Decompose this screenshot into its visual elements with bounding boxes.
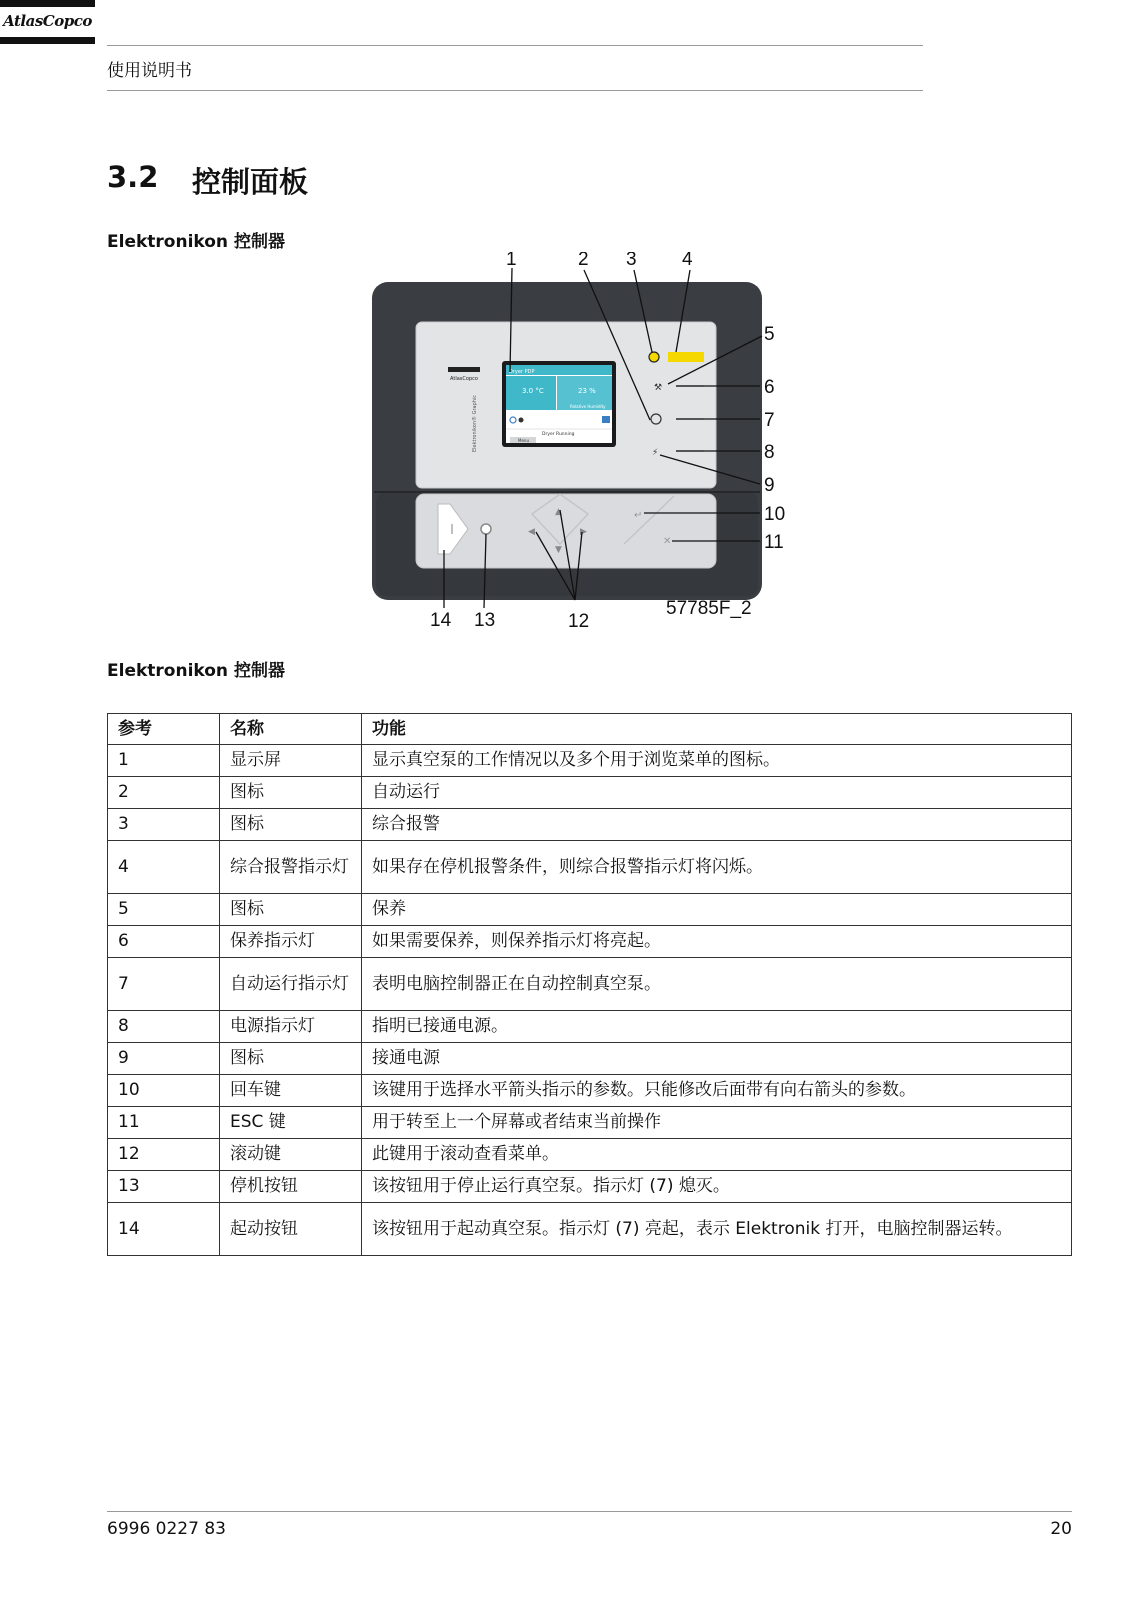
cell-ref: 13 <box>108 1171 220 1203</box>
logo-bar-bottom <box>0 37 95 44</box>
footer-page-number: 20 <box>1050 1519 1072 1539</box>
cell-ref: 12 <box>108 1139 220 1171</box>
footer-rule <box>107 1511 1072 1512</box>
callout-13: 13 <box>474 610 496 631</box>
cell-name: 停机按钮 <box>220 1171 362 1203</box>
cell-name: 电源指示灯 <box>220 1011 362 1043</box>
figure-caption-bottom: Elektronikon 控制器 <box>107 661 285 681</box>
table-row <box>108 777 1072 809</box>
header-title: 使用说明书 <box>107 61 192 81</box>
screen-gear-icon <box>519 418 524 423</box>
cell-ref: 6 <box>108 926 220 958</box>
cell-function: 显示真空泵的工作情况以及多个用于浏览菜单的图标。 <box>362 745 1072 777</box>
header-function: 功能 <box>362 714 1072 745</box>
panel-logo-bar <box>448 367 480 372</box>
cell-ref: 4 <box>108 841 220 894</box>
scroll-right-key[interactable]: ▶ <box>580 527 587 537</box>
callout-6: 6 <box>764 377 775 398</box>
cell-function: 综合报警 <box>362 809 1072 841</box>
table-row <box>108 841 1072 894</box>
cell-name: ESC 键 <box>220 1107 362 1139</box>
callout-4: 4 <box>682 252 693 270</box>
cell-name: 滚动键 <box>220 1139 362 1171</box>
callout-5: 5 <box>764 324 775 345</box>
cell-ref: 14 <box>108 1203 220 1256</box>
table-header-row <box>108 714 1072 745</box>
scroll-down-key[interactable]: ▼ <box>555 545 562 555</box>
callout-14: 14 <box>430 610 452 631</box>
footer-doc-number: 6996 0227 83 <box>107 1519 226 1539</box>
cell-ref: 11 <box>108 1107 220 1139</box>
screen-header: Dryer PDP <box>509 369 535 375</box>
service-wrench-icon: ⚒ <box>654 383 663 393</box>
callout-10: 10 <box>764 504 786 525</box>
header-rule-top <box>107 45 923 46</box>
general-alarm-icon <box>649 352 659 362</box>
callout-9: 9 <box>764 475 775 496</box>
callout-11: 11 <box>764 532 784 553</box>
cell-function: 表明电脑控制器正在自动控制真空泵。 <box>362 958 1072 1011</box>
screen-value-right: 23 % <box>578 387 596 395</box>
enter-key[interactable]: ↵ <box>634 510 643 521</box>
cell-ref: 10 <box>108 1075 220 1107</box>
atlas-copco-logo <box>0 0 95 46</box>
cell-function: 用于转至上一个屏幕或者结束当前操作 <box>362 1107 1072 1139</box>
power-icon: ⚡ <box>652 448 659 458</box>
cell-name: 图标 <box>220 777 362 809</box>
logo-text: AtlasCopco <box>3 12 92 30</box>
cell-name: 综合报警指示灯 <box>220 841 362 894</box>
scroll-up-key[interactable]: ▲ <box>555 507 562 517</box>
esc-key[interactable]: ✕ <box>663 536 672 547</box>
figure-id: 57785F_2 <box>666 598 752 619</box>
table-row <box>108 926 1072 958</box>
table-body <box>108 745 1072 1256</box>
callout-8: 8 <box>764 442 775 463</box>
callout-7: 7 <box>764 410 775 431</box>
table-row <box>108 809 1072 841</box>
cell-function: 自动运行 <box>362 777 1072 809</box>
table-row <box>108 1011 1072 1043</box>
cell-ref: 8 <box>108 1011 220 1043</box>
panel-vertical-text: Elektronikon® Graphic <box>472 394 478 452</box>
cell-name: 图标 <box>220 1043 362 1075</box>
table-row <box>108 1203 1072 1256</box>
cell-ref: 3 <box>108 809 220 841</box>
cell-name: 图标 <box>220 894 362 926</box>
cell-name: 回车键 <box>220 1075 362 1107</box>
callout-12: 12 <box>568 611 590 632</box>
control-panel-figure <box>372 252 802 644</box>
header-ref: 参考 <box>108 714 220 745</box>
table-row <box>108 1107 1072 1139</box>
cell-function: 该按钮用于停止运行真空泵。指示灯 (7) 熄灭。 <box>362 1171 1072 1203</box>
cell-name: 自动运行指示灯 <box>220 958 362 1011</box>
header-name: 名称 <box>220 714 362 745</box>
table-row <box>108 1075 1072 1107</box>
cell-function: 接通电源 <box>362 1043 1072 1075</box>
cell-name: 保养指示灯 <box>220 926 362 958</box>
cell-ref: 2 <box>108 777 220 809</box>
screen-sub-label: Relative Humidity <box>570 404 606 409</box>
screen-status-icon <box>602 416 610 423</box>
cell-function: 指明已接通电源。 <box>362 1011 1072 1043</box>
callout-1: 1 <box>506 252 517 270</box>
logo-bar-top <box>0 0 95 7</box>
cell-ref: 9 <box>108 1043 220 1075</box>
screen-status: Dryer Running <box>542 432 575 437</box>
cell-name: 起动按钮 <box>220 1203 362 1256</box>
cell-function: 此键用于滚动查看菜单。 <box>362 1139 1072 1171</box>
cell-name: 显示屏 <box>220 745 362 777</box>
cell-function: 该按钮用于起动真空泵。指示灯 (7) 亮起，表示 Elektronik 打开，电脑控制器运转。 <box>362 1203 1072 1256</box>
panel-logo: AtlasCopco <box>450 376 478 382</box>
cell-ref: 1 <box>108 745 220 777</box>
table-row <box>108 1171 1072 1203</box>
section-title: 控制面板 <box>192 165 309 199</box>
table-row <box>108 1139 1072 1171</box>
stop-button[interactable] <box>481 524 491 534</box>
figure-caption-top: Elektronikon 控制器 <box>107 232 285 252</box>
callout-2: 2 <box>578 252 589 270</box>
cell-function: 如果存在停机报警条件，则综合报警指示灯将闪烁。 <box>362 841 1072 894</box>
screen-menu-label: Menu <box>518 438 529 443</box>
screen-value-left: 3.0 °C <box>522 387 544 395</box>
cell-function: 保养 <box>362 894 1072 926</box>
section-number: 3.2 <box>107 160 159 194</box>
table-row <box>108 958 1072 1011</box>
reference-table <box>107 713 1072 1256</box>
header-rule-bottom <box>107 90 923 91</box>
table-row <box>108 745 1072 777</box>
cell-ref: 7 <box>108 958 220 1011</box>
cell-function: 如果需要保养，则保养指示灯将亮起。 <box>362 926 1072 958</box>
table-row <box>108 1043 1072 1075</box>
alarm-indicator-light <box>668 352 704 362</box>
table-row <box>108 894 1072 926</box>
cell-function: 该键用于选择水平箭头指示的参数。只能修改后面带有向右箭头的参数。 <box>362 1075 1072 1107</box>
cell-name: 图标 <box>220 809 362 841</box>
callout-3: 3 <box>626 252 637 270</box>
cell-ref: 5 <box>108 894 220 926</box>
scroll-left-key[interactable]: ◀ <box>528 527 535 537</box>
